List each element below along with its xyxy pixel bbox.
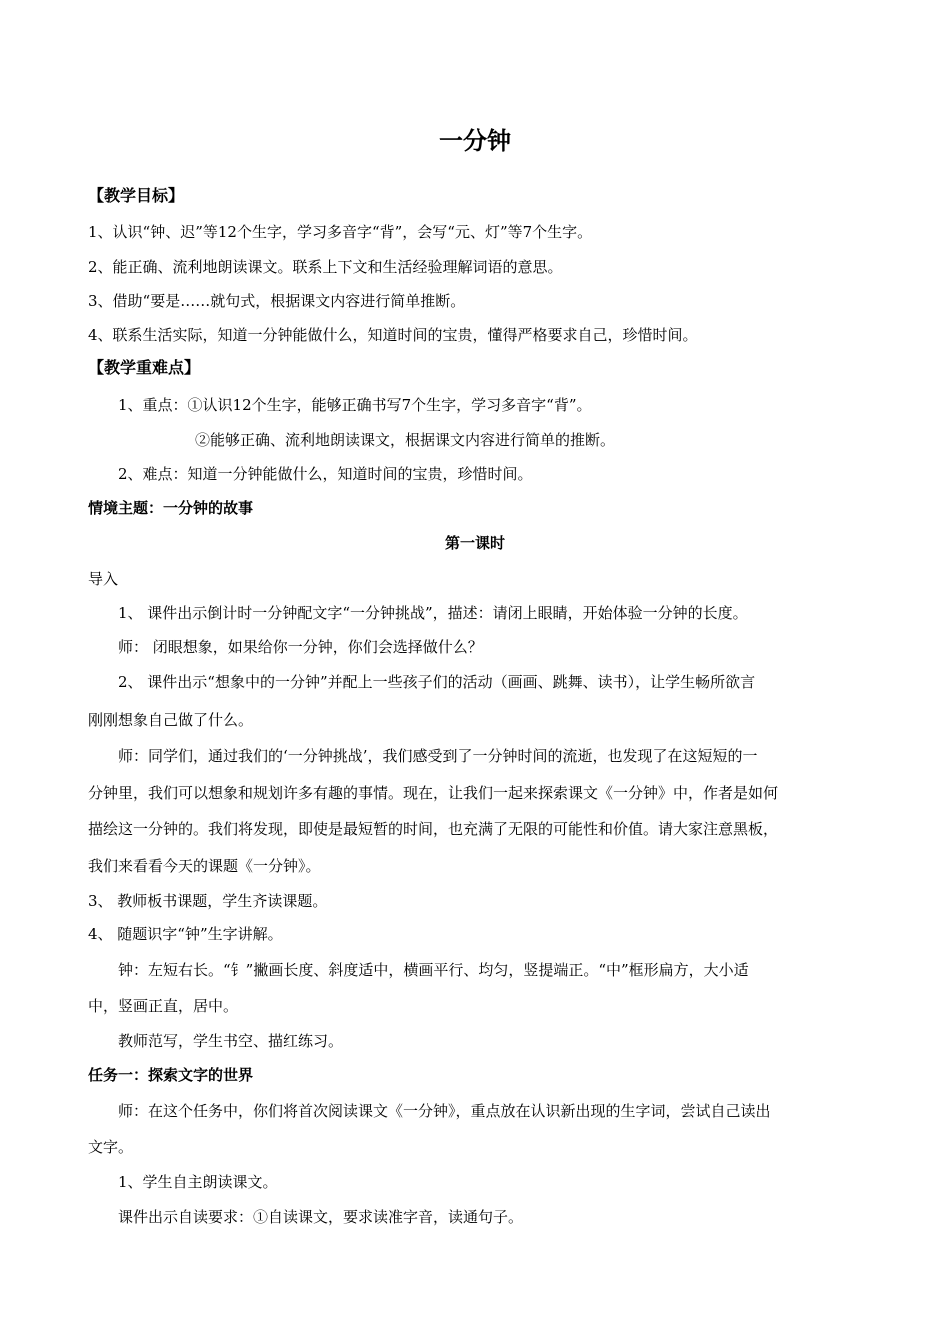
intro-step-1: 1、 课件出示倒计时一分钟配文字“一分钟挑战”，描述：请闭上眼睛，开始体验一分钟的长度。 bbox=[118, 604, 748, 622]
teacher-demo-writing: 教师范写，学生书空、描红练习。 bbox=[118, 1032, 344, 1050]
objective-item-1: 1、认识“钟、迟”等12个生字，学习多音字“背”，会写“元、灯”等7个生字。 bbox=[88, 223, 593, 241]
intro-step-3: 3、 教师板书课题，学生齐读课题。 bbox=[88, 892, 328, 910]
character-explanation-line-2: 中，竖画正直，居中。 bbox=[88, 997, 239, 1015]
objectives-heading: 【教学目标】 bbox=[88, 186, 185, 205]
objective-item-4: 4、联系生活实际，知道一分钟能做什么，知道时间的宝贵，懂得严格要求自己，珍惜时间。 bbox=[88, 326, 698, 344]
page-title: 一分钟 bbox=[439, 127, 511, 155]
task-1-step-1: 1、学生自主朗读课文。 bbox=[118, 1173, 278, 1191]
intro-teacher-speech-line-1: 师：同学们，通过我们的‘一分钟挑战’，我们感受到了一分钟时间的流逝，也发现了在这短短的一 bbox=[118, 747, 758, 765]
intro-step-4: 4、 随题识字“钟”生字讲解。 bbox=[88, 925, 283, 943]
task-1-reading-requirement: 课件出示自读要求：①自读课文，要求读准字音，读通句子。 bbox=[118, 1208, 524, 1226]
key-point-1: 1、重点：①认识12个生字，能够正确书写7个生字，学习多音字“背”。 bbox=[118, 396, 592, 414]
task-1-heading: 任务一：探索文字的世界 bbox=[88, 1066, 254, 1084]
intro-step-2-line-2: 刚刚想象自己做了什么。 bbox=[88, 711, 254, 729]
objective-item-3: 3、借助“要是……就句式，根据课文内容进行简单推断。 bbox=[88, 292, 466, 310]
lesson-title: 第一课时 bbox=[444, 534, 505, 552]
key-point-1b: ②能够正确、流利地朗读课文，根据课文内容进行简单的推断。 bbox=[195, 431, 616, 449]
objective-item-2: 2、能正确、流利地朗读课文。联系上下文和生活经验理解词语的意思。 bbox=[88, 258, 563, 276]
character-explanation-line-1: 钟：左短右长。“钅”撇画长度、斜度适中，横画平行、均匀，竖提端正。“中”框形扁方，大小适 bbox=[118, 961, 749, 979]
key-points-heading: 【教学重难点】 bbox=[88, 358, 201, 377]
scenario-theme: 情境主题：一分钟的故事 bbox=[88, 499, 254, 517]
intro-teacher-speech-line-4: 我们来看看今天的课题《一分钟》。 bbox=[88, 857, 321, 875]
task-1-intro-line-1: 师：在这个任务中，你们将首次阅读课文《一分钟》，重点放在认识新出现的生字词，尝试自己读出 bbox=[118, 1102, 771, 1120]
key-point-2: 2、难点：知道一分钟能做什么，知道时间的宝贵，珍惜时间。 bbox=[118, 465, 533, 483]
task-1-intro-line-2: 文字。 bbox=[88, 1138, 134, 1156]
intro-teacher-speech-line-3: 描绘这一分钟的。我们将发现，即使是最短暂的时间，也充满了无限的可能性和价值。请大家注意黑板， bbox=[88, 820, 779, 838]
intro-teacher-speech-line-2: 分钟里，我们可以想象和规划许多有趣的事情。现在，让我们一起来探索课文《一分钟》中，作者是如何 bbox=[88, 784, 779, 802]
intro-teacher-prompt: 师： 闭眼想象，如果给你一分钟，你们会选择做什么？ bbox=[118, 638, 483, 656]
intro-step-2-line-1: 2、 课件出示“想象中的一分钟”并配上一些孩子们的活动（画画、跳舞、读书），让学生畅所欲言 bbox=[118, 673, 756, 691]
intro-label: 导入 bbox=[88, 570, 119, 588]
